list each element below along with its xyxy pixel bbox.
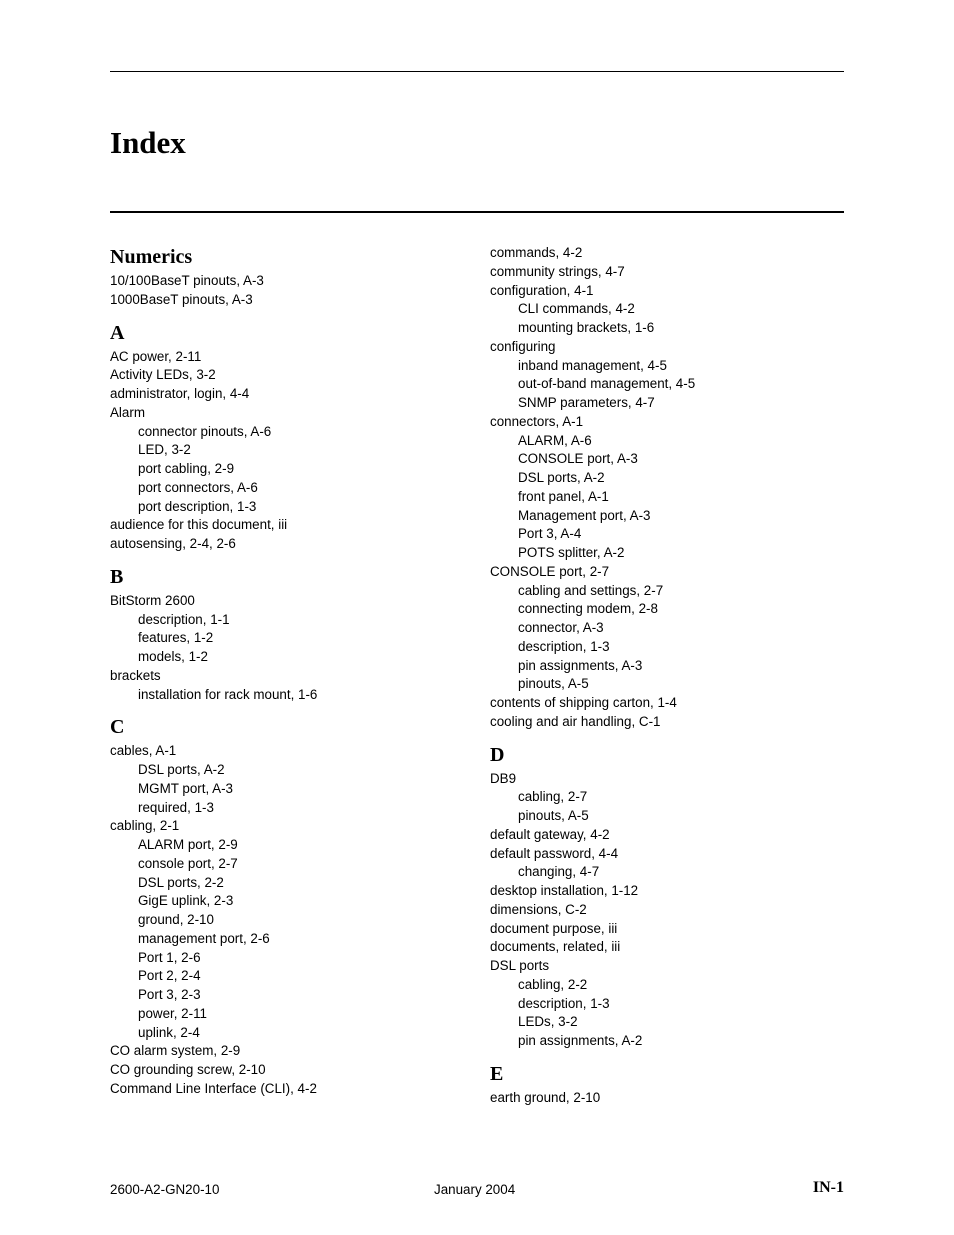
- index-subentry: port connectors, A-6: [138, 479, 258, 495]
- index-subentry: CLI commands, 4-2: [518, 301, 635, 317]
- index-subentry: models, 1-2: [138, 649, 208, 664]
- index-section: [490, 244, 860, 732]
- index-entry: Command Line Interface (CLI), 4-2: [110, 1080, 317, 1096]
- index-subentry: features, 1-2: [138, 630, 214, 646]
- index-subentry: port cabling, 2-9: [138, 461, 235, 476]
- index-entry: cables, A-1: [110, 743, 177, 759]
- index-entry: CO grounding screw, 2-10: [110, 1062, 266, 1077]
- index-subentry: pin assignments, A-2: [518, 1033, 643, 1048]
- index-subentry: DSL ports, A-2: [138, 762, 225, 777]
- section-heading: Numerics: [110, 246, 193, 268]
- footer-page-number: IN-1: [812, 1179, 844, 1196]
- index-entry-list: [490, 1089, 860, 1108]
- section-heading: A: [110, 321, 125, 344]
- section-heading: E: [490, 1062, 504, 1085]
- index-entry: audience for this document, iii: [110, 517, 288, 533]
- index-entry: brackets: [110, 667, 161, 683]
- index-subentry: cabling, 2-7: [518, 789, 588, 805]
- index-subentry: pinouts, A-5: [518, 676, 589, 692]
- index-entry: configuring: [490, 338, 556, 354]
- index-column-left: [110, 244, 480, 1099]
- index-subentry: Port 2, 2-4: [138, 968, 201, 984]
- index-subentry: description, 1-3: [518, 638, 610, 654]
- index-subentry: pinouts, A-5: [518, 808, 589, 823]
- index-subentry: port description, 1-3: [138, 498, 257, 514]
- index-subentry: management port, 2-6: [138, 930, 270, 946]
- section-heading: D: [490, 743, 505, 766]
- index-subentry: SNMP parameters, 4-7: [518, 395, 655, 410]
- index-subentry: GigE uplink, 2-3: [138, 893, 234, 909]
- index-subentry: installation for rack mount, 1-6: [138, 686, 318, 702]
- index-entry: CO alarm system, 2-9: [110, 1043, 241, 1059]
- index-subentry: connector, A-3: [518, 620, 604, 635]
- index-subentry: ALARM port, 2-9: [138, 837, 238, 852]
- index-entry: desktop installation, 1-12: [490, 883, 639, 898]
- index-subentry: DSL ports, A-2: [518, 470, 605, 485]
- index-entry-list: [110, 348, 480, 554]
- index-subentry: front panel, A-1: [518, 488, 609, 504]
- index-subentry: power, 2-11: [138, 1005, 207, 1021]
- index-entry: default password, 4-4: [490, 845, 619, 861]
- index-entry: configuration, 4-1: [490, 282, 594, 298]
- index-section: [110, 320, 480, 554]
- page-title: Index: [110, 125, 186, 160]
- index-subentry: pin assignments, A-3: [518, 657, 643, 673]
- index-subentry: cabling and settings, 2-7: [518, 582, 664, 598]
- index-entry: DSL ports: [490, 958, 550, 973]
- index-subentry: uplink, 2-4: [138, 1024, 200, 1040]
- index-subentry: description, 1-3: [518, 995, 610, 1011]
- index-subentry: Port 3, 2-3: [138, 987, 201, 1002]
- top-rule: [110, 71, 844, 72]
- index-entry-list: [110, 272, 480, 310]
- index-entry-list: [490, 770, 860, 1051]
- index-entry: cooling and air handling, C-1: [490, 713, 661, 729]
- index-entry: AC power, 2-11: [110, 348, 202, 364]
- index-entry: 10/100BaseT pinouts, A-3: [110, 273, 264, 288]
- index-subentry: MGMT port, A-3: [138, 780, 233, 796]
- title-rule: [110, 211, 844, 213]
- index-entry: BitStorm 2600: [110, 592, 195, 608]
- index-entry: earth ground, 2-10: [490, 1089, 601, 1105]
- index-subentry: description, 1-1: [138, 611, 230, 627]
- index-subentry: changing, 4-7: [518, 864, 600, 880]
- index-subentry: inband management, 4-5: [518, 357, 667, 373]
- index-entry: documents, related, iii: [490, 939, 621, 955]
- footer-date: January 2004: [434, 1182, 516, 1197]
- index-entry: connectors, A-1: [490, 413, 584, 429]
- index-entry: DB9: [490, 770, 517, 786]
- index-subentry: POTS splitter, A-2: [518, 545, 625, 560]
- index-entry: Alarm: [110, 404, 145, 420]
- index-subentry: LEDs, 3-2: [518, 1014, 578, 1030]
- index-subentry: CONSOLE port, A-3: [518, 451, 638, 467]
- index-entry: commands, 4-2: [490, 245, 583, 260]
- index-column-right: [490, 244, 860, 1108]
- index-subentry: mounting brackets, 1-6: [518, 320, 655, 335]
- index-section: [490, 1061, 860, 1108]
- index-entry: dimensions, C-2: [490, 901, 587, 917]
- index-entry: default gateway, 4-2: [490, 826, 610, 842]
- index-entry: Activity LEDs, 3-2: [110, 367, 216, 383]
- index-subentry: ALARM, A-6: [518, 432, 592, 448]
- index-entry: administrator, login, 4-4: [110, 386, 250, 401]
- section-heading: C: [110, 716, 125, 739]
- index-section: [490, 742, 860, 1051]
- section-heading: B: [110, 565, 124, 588]
- index-subentry: Management port, A-3: [518, 507, 651, 523]
- index-subentry: ground, 2-10: [138, 912, 214, 927]
- index-entry: CONSOLE port, 2-7: [490, 563, 610, 579]
- index-entry-list: [110, 742, 480, 1098]
- index-subentry: DSL ports, 2-2: [138, 874, 224, 890]
- index-subentry: connecting modem, 2-8: [518, 601, 658, 617]
- index-entry-list: [490, 244, 860, 732]
- index-subentry: connector pinouts, A-6: [138, 423, 272, 439]
- index-section: [110, 714, 480, 1098]
- index-entry: autosensing, 2-4, 2-6: [110, 536, 236, 551]
- index-section: [110, 564, 480, 705]
- index-entry: 1000BaseT pinouts, A-3: [110, 291, 253, 307]
- index-section: [110, 244, 480, 310]
- index-subentry: out-of-band management, 4-5: [518, 376, 696, 392]
- index-subentry: console port, 2-7: [138, 855, 238, 871]
- index-entry: cabling, 2-1: [110, 818, 180, 834]
- index-subentry: Port 3, A-4: [518, 526, 582, 542]
- index-subentry: Port 1, 2-6: [138, 949, 201, 965]
- index-subentry: LED, 3-2: [138, 442, 191, 458]
- index-subentry: cabling, 2-2: [518, 976, 588, 992]
- index-entry: contents of shipping carton, 1-4: [490, 695, 677, 710]
- index-subentry: required, 1-3: [138, 799, 214, 815]
- index-entry: document purpose, iii: [490, 920, 618, 936]
- index-entry: community strings, 4-7: [490, 263, 625, 279]
- footer-doc-number: 2600-A2-GN20-10: [110, 1182, 220, 1197]
- index-entry-list: [110, 592, 480, 705]
